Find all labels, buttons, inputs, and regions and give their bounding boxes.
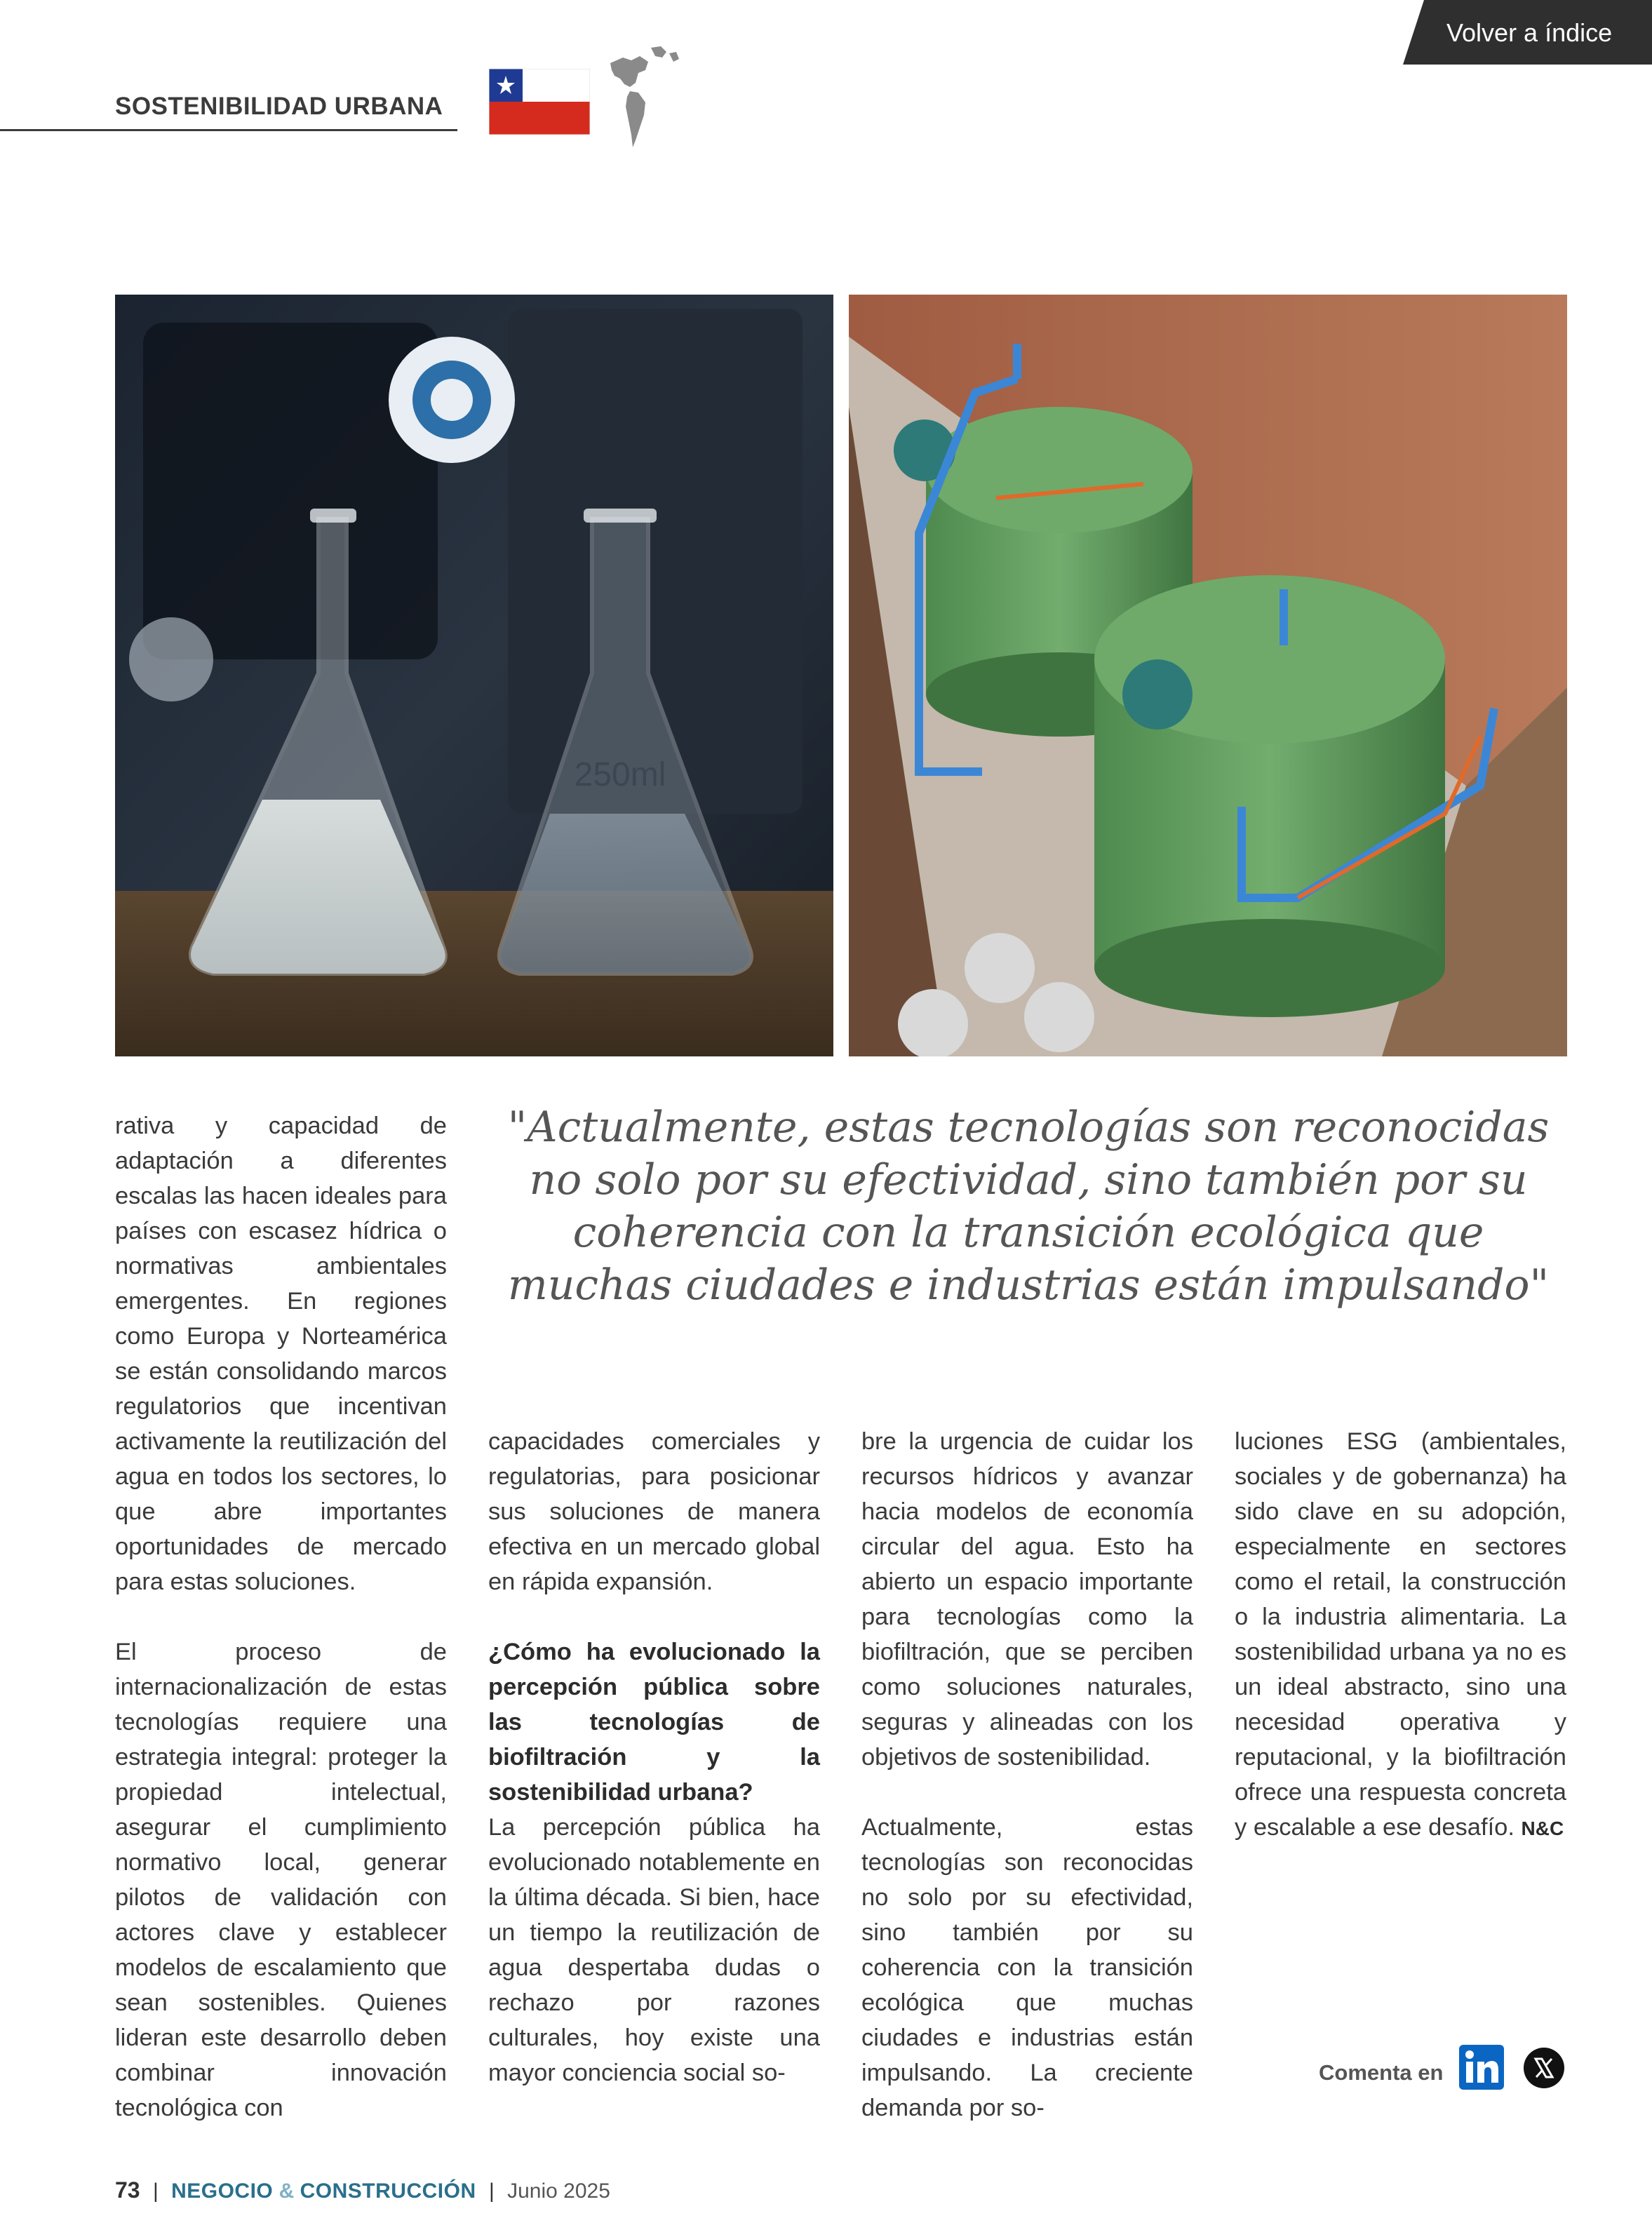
signature: N&C bbox=[1521, 1818, 1564, 1839]
section-title: SOSTENIBILIDAD URBANA bbox=[115, 93, 443, 120]
final-paragraph-text: luciones ESG (ambientales, sociales y de gobernanza) ha sido clave en su adopción, especialmente en sectores como el retail, la construcción o la industria alimentaria. La sostenibilidad urbana ya no es un ideal abstracto, sino una necesidad operativa y reputacional, y la biofiltración ofrece una respuesta concreta y escalable a ese desafío. bbox=[1235, 1428, 1566, 1841]
body-paragraph: bre la urgencia de cuidar los recursos hídricos y avanzar hacia modelos de economía circular del agua. Esto ha abierto un espacio importante para tecnologías como la biofiltración, que se perciben como soluciones naturales, seguras y alineadas con los objetivos de sostenibilidad. bbox=[861, 1428, 1193, 1771]
body-column-4 bbox=[1235, 1424, 1566, 1846]
footer-separator: | bbox=[152, 2179, 159, 2203]
body-paragraph: La percepción pública ha evolucionado notablemente en la última década. Si bien, hace un tiempo la reutilización de agua despertaba dudas o rechazo por razones culturales, hoy existe una mayor conciencia social so- bbox=[488, 1814, 820, 2086]
body-column-2 bbox=[488, 1424, 820, 2090]
share-label: Comenta en bbox=[1319, 2060, 1444, 2085]
magazine-name-ampersand: & bbox=[278, 2179, 295, 2203]
body-column-3 bbox=[861, 1424, 1193, 2125]
body-column-1 bbox=[115, 1108, 447, 2125]
chile-flag-icon bbox=[489, 69, 590, 135]
page-number: 73 bbox=[115, 2177, 140, 2203]
back-to-index-label: Volver a índice bbox=[1446, 18, 1613, 47]
body-paragraph: rativa y capacidad de adaptación a diferentes escalas las hacen ideales para países con escasez hídrica o normativas ambientales emergentes. En regiones como Europa y Norteamérica se están consolidando marcos regulatorios que incentivan activamente la reutilización del agua en todos los sectores, lo que abre importantes oportunidades de mercado para estas soluciones. bbox=[115, 1113, 447, 1595]
photo-flasks bbox=[115, 295, 833, 1056]
flask-volume-mark: 250ml bbox=[574, 756, 666, 793]
world-map-icon bbox=[596, 42, 680, 154]
x-icon[interactable] bbox=[1524, 2048, 1564, 2088]
issue-date: Junio 2025 bbox=[507, 2179, 610, 2203]
body-paragraph: Actualmente, estas tecnologías son reconocidas no solo por su efectividad, sino también por su coherencia con la transición ecológica que muchas ciudades e industrias están impulsando. La creciente demanda por so- bbox=[861, 1814, 1193, 2121]
pull-quote: "Actualmente, estas tecnologías son reconocidas no solo por su efectividad, sino también por su coherencia con la transición ecológica que muchas ciudades e industrias están impulsando" bbox=[507, 1103, 1550, 1310]
section-divider bbox=[0, 129, 457, 131]
magazine-name-part1: NEGOCIO bbox=[171, 2179, 274, 2203]
body-paragraph: capacidades comerciales y regulatorias, para posicionar sus soluciones de manera efectiva en un mercado global en rápida expansión. bbox=[488, 1428, 820, 1595]
body-paragraph: El proceso de internacionalización de estas tecnologías requiere una estrategia integral: proteger la propiedad intelectual, asegurar el cumplimiento normativo local, generar pilotos de validación con actores clave y establecer modelos de escalamiento que sean sostenibles. Quienes lideran este desarrollo deben combinar innovación tecnológica con bbox=[115, 1639, 447, 2121]
back-to-index-button[interactable] bbox=[1403, 0, 1652, 65]
body-paragraph bbox=[1235, 1424, 1566, 1846]
linkedin-icon[interactable] bbox=[1459, 2045, 1504, 2090]
page-footer bbox=[115, 2177, 610, 2203]
magazine-name-part2: CONSTRUCCIÓN bbox=[300, 2179, 476, 2203]
interview-question-heading: ¿Cómo ha evolucionado la percepción pública sobre las tecnologías de biofiltración y la sostenibilidad urbana? bbox=[488, 1639, 820, 1806]
footer-separator: | bbox=[488, 2179, 495, 2203]
photo-water-tanks bbox=[849, 295, 1567, 1056]
